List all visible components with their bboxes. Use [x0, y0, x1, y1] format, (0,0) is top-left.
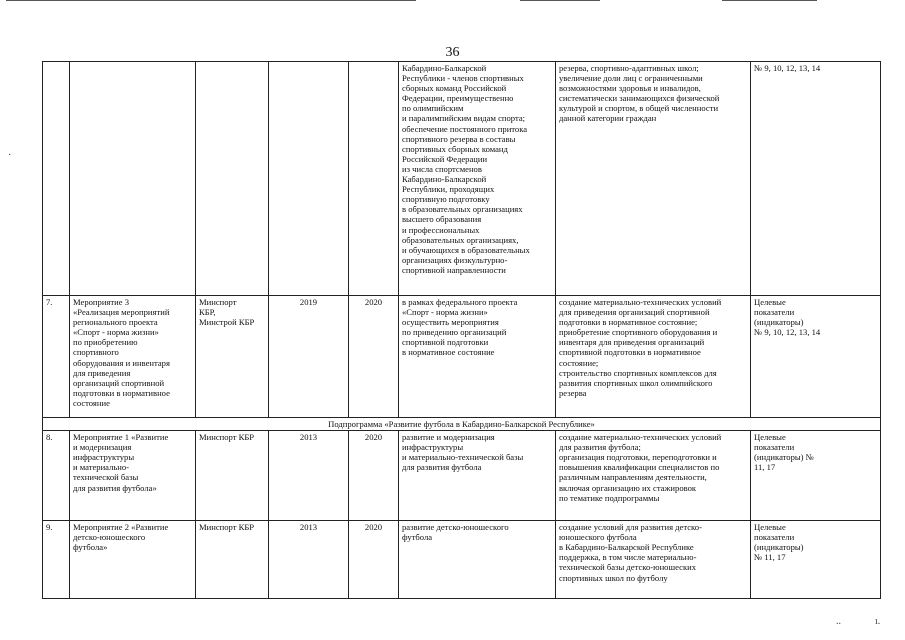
- program-measures-table: [42, 61, 881, 599]
- measure-name: [70, 62, 196, 296]
- executor: [196, 62, 269, 296]
- start-year: 2013: [269, 521, 349, 599]
- target-indicators: № 9, 10, 12, 13, 14: [751, 62, 881, 296]
- scan-dot: ·: [8, 150, 12, 161]
- end-year: 2020: [349, 296, 399, 418]
- expected-result: развитие и модернизация инфраструктуры и материально-технической базы для развития футбола: [399, 431, 556, 521]
- measure-name: Мероприятие 1 «Развитие и модернизация инфраструктуры и материально- технической базы для развития футбола»: [70, 431, 196, 521]
- measure-name: Мероприятие 2 «Развитие детско-юношеского футбола»: [70, 521, 196, 599]
- table-row: [43, 431, 881, 521]
- expected-result: развитие детско-юношеского футбола: [399, 521, 556, 599]
- start-year: [269, 62, 349, 296]
- row-number: 7.: [43, 296, 70, 418]
- target-indicators: Целевые показатели (индикаторы) № 11, 17: [751, 431, 881, 521]
- subprogram-heading: Подпрограмма «Развитие футбола в Кабардино-Балкарской Республике»: [43, 418, 881, 431]
- row-number: 9.: [43, 521, 70, 599]
- executor: Минспорт КБР, Минстрой КБР: [196, 296, 269, 418]
- consequences: создание материально-технических условий для развития футбола; организация подготовки, переподготовки и повышения квалификации специалистов по различным направлениям деятельности, включая организацию их стажировок по тематике подпрограммы: [556, 431, 751, 521]
- table-row: [43, 296, 881, 418]
- top-rule-right: [722, 0, 817, 1]
- row-number: 8.: [43, 431, 70, 521]
- end-year: 2020: [349, 521, 399, 599]
- target-indicators: Целевые показатели (индикаторы) № 11, 17: [751, 521, 881, 599]
- end-year: 2020: [349, 431, 399, 521]
- start-year: 2019: [269, 296, 349, 418]
- scan-mark: ı.: [875, 616, 881, 627]
- target-indicators: Целевые показатели (индикаторы) № 9, 10, 12, 13, 14: [751, 296, 881, 418]
- section-row: [43, 418, 881, 431]
- consequences: создание материально-технических условий для приведения организаций спортивной подготовки в нормативное состояние; приобретение спортивного оборудования и инвентаря для приведения организаций спортивной подготовки в нормативное состояние; строительство спортивных комплексов для развития спортивных школ олимпийского резерва: [556, 296, 751, 418]
- executor: Минспорт КБР: [196, 521, 269, 599]
- top-rule-middle: [520, 0, 600, 1]
- row-number: [43, 62, 70, 296]
- scan-mark: ..: [836, 616, 841, 627]
- table-row: [43, 62, 881, 296]
- page-number: 36: [445, 45, 460, 60]
- consequences: создание условий для развития детско- юношеского футбола в Кабардино-Балкарской Республике поддержка, в том числе материально- технической базы детско-юношеских спортивных школ по футболу: [556, 521, 751, 599]
- end-year: [349, 62, 399, 296]
- executor: Минспорт КБР: [196, 431, 269, 521]
- expected-result: в рамках федерального проекта «Спорт - норма жизни» осуществить мероприятия по приведению организаций спортивной подготовки в нормативное состояние: [399, 296, 556, 418]
- start-year: 2013: [269, 431, 349, 521]
- expected-result: Кабардино-Балкарской Республики - членов спортивных сборных команд Российской Федерации, преимущественно по олимпийским и паралимпийским видам спорта; обеспечение постоянного притока спортивного резерва в составы спортивных сборных команд Российской Федерации из числа спортсменов Кабардино-Балкарской Республики, проходящих спортивную подготовку в образовательных организациях высшего образования и профессиональных образовательных организациях, и обучающихся в образовательных организациях физкультурно- спортивной направленности: [399, 62, 556, 296]
- measure-name: Мероприятие 3 «Реализация мероприятий регионального проекта «Спорт - норма жизни» по приобретению спортивного оборудования и инвентаря для приведения организаций спортивной подготовки в нормативное состояние: [70, 296, 196, 418]
- table-row: [43, 521, 881, 599]
- top-rule-left: [6, 0, 416, 1]
- consequences: резерва, спортивно-адаптивных школ; увеличение доли лиц с ограниченными возможностями здоровья и инвалидов, систематически занимающихся физической культурой и спортом, в общей численности данной категории граждан: [556, 62, 751, 296]
